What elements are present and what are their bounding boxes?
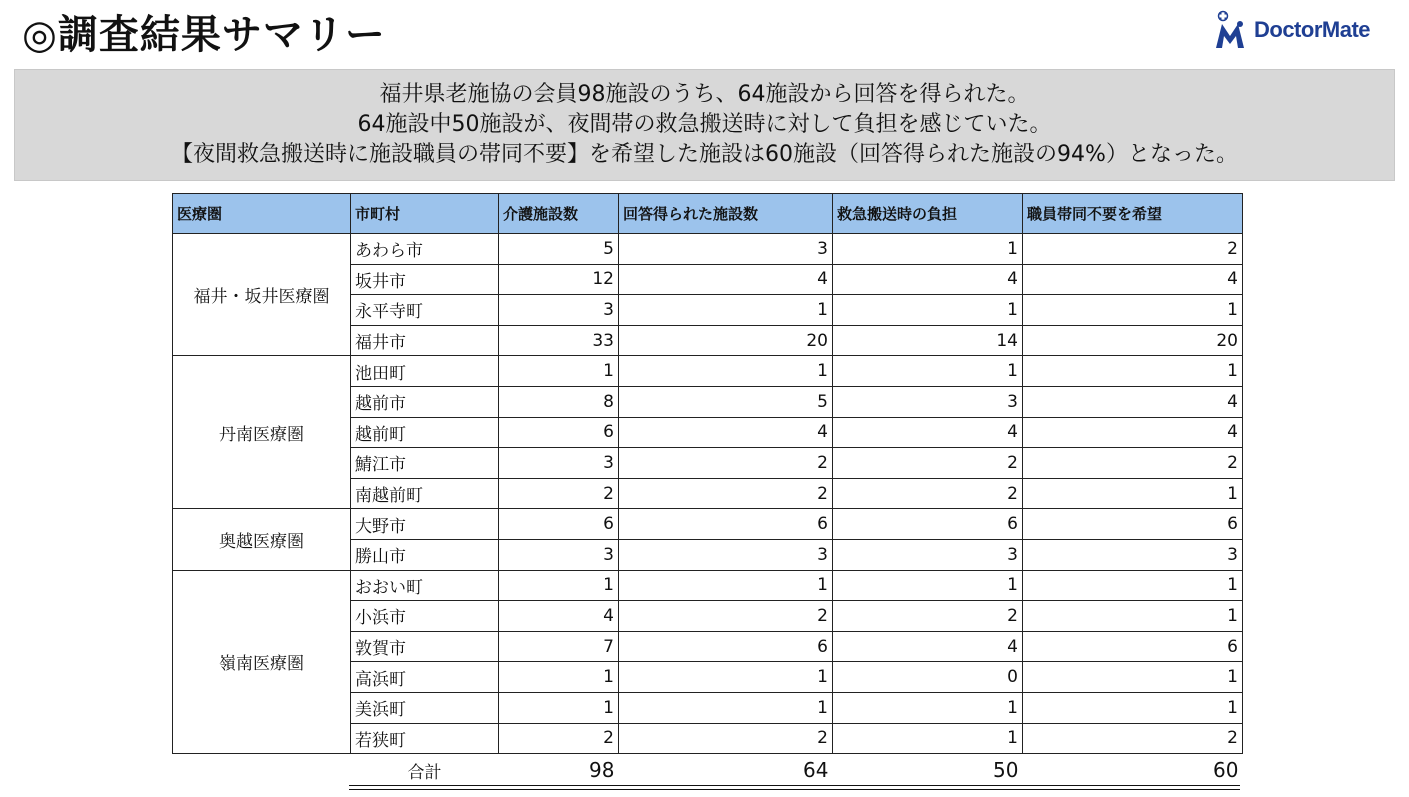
city-cell: 高浜町: [351, 662, 499, 693]
value-cell: 0: [833, 662, 1023, 693]
value-cell: 4: [1023, 264, 1243, 295]
region-cell: 嶺南医療圏: [173, 570, 351, 754]
value-cell: 6: [499, 417, 619, 448]
total-label: 合計: [407, 762, 442, 783]
value-cell: 6: [619, 509, 833, 540]
total-value-cell: 50: [993, 758, 1019, 783]
table-row: [173, 570, 1243, 601]
value-cell: 2: [1023, 448, 1243, 479]
value-cell: 4: [619, 417, 833, 448]
value-cell: 6: [499, 509, 619, 540]
value-cell: 3: [619, 234, 833, 265]
value-cell: 1: [1023, 692, 1243, 723]
value-cell: 6: [1023, 631, 1243, 662]
value-cell: 3: [833, 539, 1023, 570]
table-row: [173, 509, 1243, 540]
column-header: 救急搬送時の負担: [833, 194, 1023, 234]
city-cell: 美浜町: [351, 692, 499, 723]
value-cell: 2: [499, 478, 619, 509]
city-cell: 坂井市: [351, 264, 499, 295]
region-cell: 丹南医療圏: [173, 356, 351, 509]
column-header: 介護施設数: [499, 194, 619, 234]
value-cell: 1: [499, 570, 619, 601]
value-cell: 1: [619, 570, 833, 601]
value-cell: 1: [1023, 478, 1243, 509]
value-cell: 3: [619, 539, 833, 570]
city-cell: 越前市: [351, 386, 499, 417]
value-cell: 4: [499, 601, 619, 632]
value-cell: 1: [833, 723, 1023, 754]
value-cell: 3: [499, 448, 619, 479]
summary-line: 64施設中50施設が、夜間帯の救急搬送時に対して負担を感じていた。: [357, 112, 1052, 137]
value-cell: 3: [1023, 539, 1243, 570]
city-cell: 小浜市: [351, 601, 499, 632]
value-cell: 2: [833, 601, 1023, 632]
value-cell: 5: [619, 386, 833, 417]
table-body: [173, 234, 1243, 787]
value-cell: 1: [499, 662, 619, 693]
value-cell: 1: [833, 234, 1023, 265]
city-cell: 敦賀市: [351, 631, 499, 662]
city-cell: 鯖江市: [351, 448, 499, 479]
city-cell: 大野市: [351, 509, 499, 540]
city-cell: おおい町: [351, 570, 499, 601]
value-cell: 20: [619, 325, 833, 356]
value-cell: 1: [619, 662, 833, 693]
value-cell: 2: [499, 723, 619, 754]
city-cell: 南越前町: [351, 478, 499, 509]
value-cell: 1: [1023, 662, 1243, 693]
value-cell: 1: [833, 295, 1023, 326]
value-cell: 6: [619, 631, 833, 662]
value-cell: 4: [833, 417, 1023, 448]
value-cell: 2: [833, 478, 1023, 509]
value-cell: 4: [619, 264, 833, 295]
column-header: 職員帯同不要を希望: [1023, 194, 1243, 234]
value-cell: 12: [499, 264, 619, 295]
value-cell: 14: [833, 325, 1023, 356]
city-cell: 勝山市: [351, 539, 499, 570]
logo-text: DoctorMate: [1254, 17, 1371, 42]
city-cell: 福井市: [351, 325, 499, 356]
total-double-underline: [349, 785, 1240, 790]
column-header: 医療圏: [173, 194, 351, 234]
value-cell: 1: [833, 356, 1023, 387]
value-cell: 2: [1023, 723, 1243, 754]
total-value-cell: 98: [589, 758, 615, 783]
value-cell: 4: [1023, 386, 1243, 417]
value-cell: 8: [499, 386, 619, 417]
value-cell: 1: [833, 570, 1023, 601]
value-cell: 1: [619, 692, 833, 723]
value-cell: 2: [833, 448, 1023, 479]
value-cell: 3: [499, 295, 619, 326]
value-cell: 4: [833, 264, 1023, 295]
value-cell: 5: [499, 234, 619, 265]
value-cell: 6: [833, 509, 1023, 540]
value-cell: 7: [499, 631, 619, 662]
value-cell: 2: [1023, 234, 1243, 265]
city-cell: 池田町: [351, 356, 499, 387]
doctormate-logo-icon: [1210, 10, 1250, 50]
city-cell: 越前町: [351, 417, 499, 448]
value-cell: 2: [619, 478, 833, 509]
city-cell: あわら市: [351, 234, 499, 265]
table-row: [173, 356, 1243, 387]
value-cell: 1: [1023, 356, 1243, 387]
column-header: 市町村: [351, 194, 499, 234]
value-cell: 6: [1023, 509, 1243, 540]
value-cell: 2: [619, 448, 833, 479]
summary-box: [14, 69, 1395, 181]
value-cell: 3: [499, 539, 619, 570]
page-title: ◎調査結果サマリー: [22, 12, 386, 58]
column-header: 回答得られた施設数: [619, 194, 833, 234]
value-cell: 33: [499, 325, 619, 356]
table-row: [173, 234, 1243, 265]
region-cell: 奥越医療圏: [173, 509, 351, 570]
value-cell: 20: [1023, 325, 1243, 356]
value-cell: 1: [619, 295, 833, 326]
total-value-cell: 64: [803, 758, 829, 783]
total-value-cell: 60: [1213, 758, 1239, 783]
value-cell: 1: [499, 356, 619, 387]
table-header-row: [173, 194, 1243, 234]
doctormate-logo: [1210, 8, 1400, 52]
value-cell: 1: [1023, 601, 1243, 632]
value-cell: 4: [833, 631, 1023, 662]
results-table: [172, 193, 1243, 786]
city-cell: 若狭町: [351, 723, 499, 754]
summary-line: 【夜間救急搬送時に施設職員の帯同不要】を希望した施設は60施設（回答得られた施設の94%）となった。: [171, 142, 1238, 167]
value-cell: 2: [619, 723, 833, 754]
value-cell: 1: [499, 692, 619, 723]
value-cell: 1: [619, 356, 833, 387]
total-empty-cell: [173, 754, 351, 787]
total-row: [173, 754, 1243, 787]
value-cell: 2: [619, 601, 833, 632]
value-cell: 1: [1023, 570, 1243, 601]
value-cell: 4: [1023, 417, 1243, 448]
summary-line: 福井県老施協の会員98施設のうち、64施設から回答を得られた。: [379, 82, 1030, 107]
city-cell: 永平寺町: [351, 295, 499, 326]
value-cell: 1: [1023, 295, 1243, 326]
region-cell: 福井・坂井医療圏: [173, 234, 351, 356]
value-cell: 1: [833, 692, 1023, 723]
value-cell: 3: [833, 386, 1023, 417]
